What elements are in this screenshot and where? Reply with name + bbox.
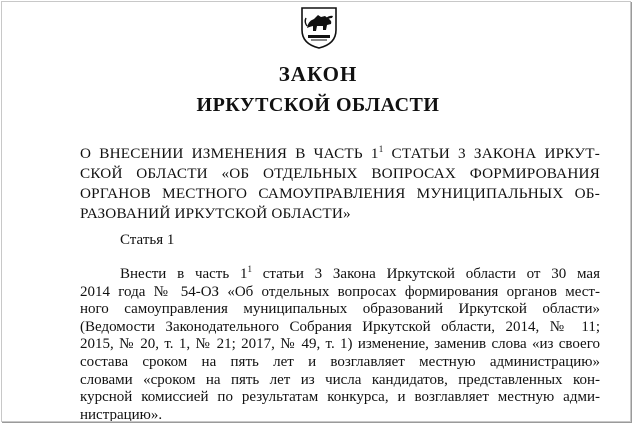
irkutsk-coat-of-arms-icon [298, 4, 340, 50]
heading-line: ОРГАНОВ МЕСТНОГО САМОУПРАВЛЕНИЯ МУНИЦИПАЛЬНЫХ ОБ- [80, 185, 600, 202]
body-line: ного самоуправления муниципальных образований Иркутской области» [80, 301, 600, 318]
body-line: 2015, № 20, т. 1, № 21; 2017, № 49, т. 1) изменение, заменив слова «из своего [80, 336, 600, 353]
body-line: курсной комиссией по результатам конкурса, и возглавляет местную адми- [80, 389, 600, 406]
heading-line: РАЗОВАНИЙ ИРКУТСКОЙ ОБЛАСТИ» [80, 205, 351, 222]
law-title: ЗАКОН [278, 62, 358, 86]
body-line: (Ведомости Законодательного Собрания Иркутской области, 2014, № 11; [80, 318, 600, 335]
heading-line: СКОЙ ОБЛАСТИ «ОБ ОТДЕЛЬНЫХ ВОПРОСАХ ФОРМИРОВАНИЯ [80, 165, 600, 182]
law-subtitle: ИРКУТСКОЙ ОБЛАСТИ [196, 94, 440, 116]
body-line: Внести в часть $1^1$ статьи 3 Закона Иркутской области от 30 мая [120, 264, 600, 282]
article-label: Статья 1 [120, 232, 175, 248]
law-heading [80, 144, 600, 224]
document-page [1, 1, 631, 422]
heading-line: О ВНЕСЕНИИ ИЗМЕНЕНИЯ В ЧАСТЬ $1^1$ СТАТЬИ 3 ЗАКОНА ИРКУТ- [80, 144, 600, 162]
article-body [80, 266, 600, 422]
body-line: 2014 года № 54-ОЗ «Об отдельных вопросах формирования органов мест- [80, 283, 600, 300]
body-line: состава сроком на пять лет и возглавляет местную администрацию» [80, 353, 600, 370]
body-line: нистрацию». [80, 406, 163, 422]
body-line: словами «сроком на пять лет из числа кандидатов, представленных кон- [80, 371, 600, 388]
